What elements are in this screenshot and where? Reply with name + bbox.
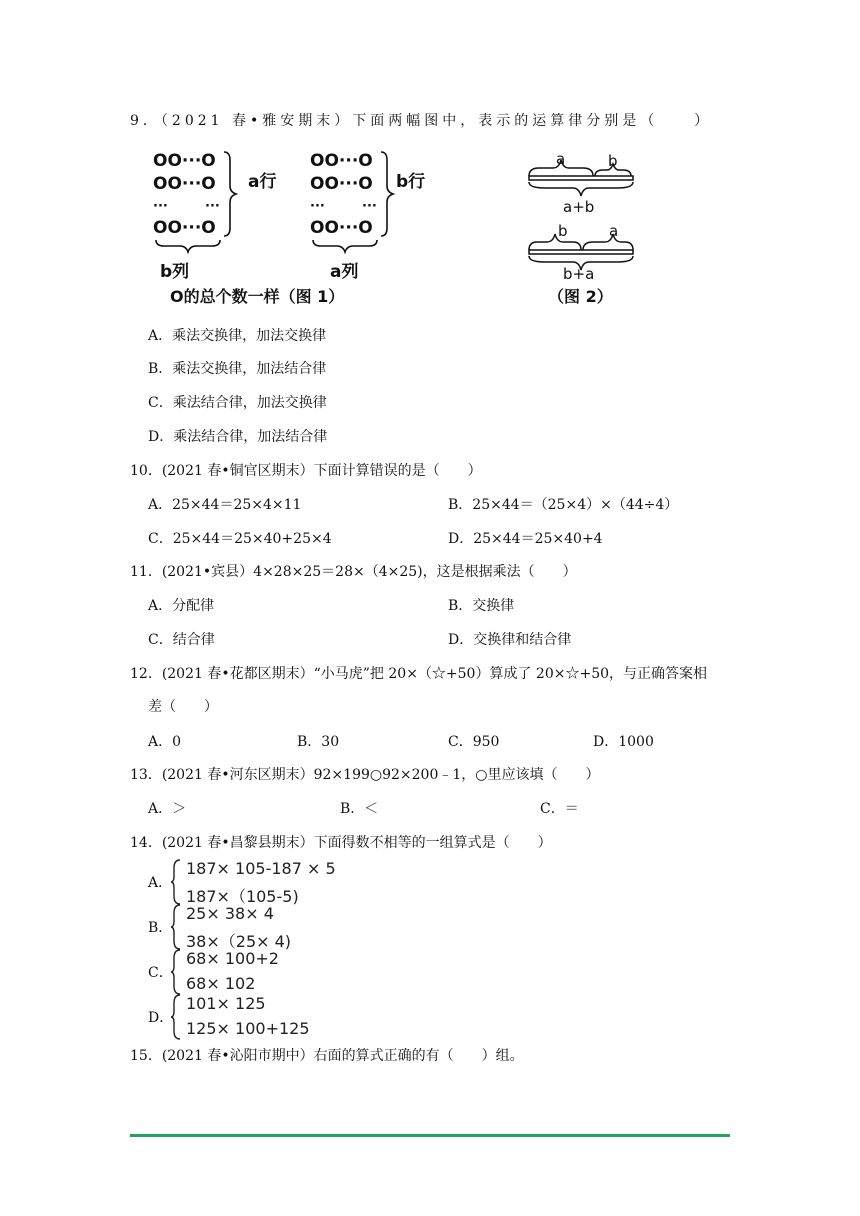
fig1-rows-label-a: a行 [248,172,277,192]
q11-option-a[interactable]: A．分配律 [148,598,215,614]
footer-divider [130,1134,730,1137]
q10-option-c[interactable]: C．25×44＝25×40+25×4 [148,531,332,547]
q10-option-d[interactable]: D．25×44＝25×40+4 [448,531,603,547]
svg-text:OO···O: OO···O [310,174,373,194]
q9-option-d[interactable]: D．乘法结合律，加法结合律 [148,429,328,445]
q11-option-d[interactable]: D．交换律和结合律 [448,632,572,648]
q14-c-expr-1: 68× 100+2 [186,949,279,968]
left-brace-icon [170,903,182,951]
q14-a-expr-1: 187× 105-187 × 5 [186,859,336,878]
svg-text:OO···O: OO···O [310,218,373,238]
q12-stem-cont: 差（ ） [148,699,218,715]
left-brace-icon [170,993,182,1041]
svg-text:···: ··· [310,199,325,214]
q14-option-d-label: D． [148,1010,174,1026]
q14-stem: 14．(2021 春•昌黎县期末）下面得数不相等的一组算式是（ ） [130,835,552,851]
figure-1 [150,148,410,308]
q9-option-a[interactable]: A．乘法交换律，加法交换律 [148,328,327,344]
q13-option-b[interactable]: B．＜ [340,801,379,817]
fig1-row-3: OO···O [153,218,216,238]
fig1-rows-label-b: b行 [396,172,426,192]
fig2-top-b: b [608,152,618,170]
q10-option-a[interactable]: A．25×44＝25×4×11 [148,497,302,513]
figure-1-drawing [150,148,410,308]
q10-stem: 10．(2021 春•铜官区期末）下面计算错误的是（ ） [130,463,482,479]
q10-option-b[interactable]: B．25×44＝（25×4）×（44÷4） [448,497,679,513]
q14-b-expr-1: 25× 38× 4 [186,904,274,923]
svg-text:···: ··· [153,199,168,214]
fig1-cols-label-b: b列 [160,262,190,282]
svg-text:···: ··· [362,199,377,214]
fig2-bot-a: a [609,222,619,240]
fig2-top-sum: a+b [563,198,595,216]
fig2-bot-sum: b+a [563,265,595,283]
q14-option-b-label: B． [148,920,173,936]
q14-d-expr-2: 125× 100+125 [186,1019,310,1038]
fig1-row-2: OO···O [153,174,216,194]
fig1-caption: O的总个数一样（图 1） [170,287,345,306]
q13-option-c[interactable]: C．＝ [540,801,579,817]
q14-option-a-label: A． [148,875,173,891]
q9-option-c[interactable]: C．乘法结合律，加法交换律 [148,395,327,411]
q14-option-c-label: C． [148,965,173,981]
q14-b-expr-2: 38×（25× 4) [186,932,292,951]
left-brace-icon [170,948,182,996]
q11-option-b[interactable]: B．交换律 [448,598,515,614]
fig1-row-1: OO···O [153,151,216,171]
fig1-cols-label-a: a列 [330,262,359,282]
q13-option-a[interactable]: A．＞ [148,801,187,817]
q14-c-expr-2: 68× 102 [186,974,256,993]
q12-option-c[interactable]: C．950 [448,734,500,750]
left-brace-icon [170,858,182,906]
q12-option-b[interactable]: B．30 [297,734,340,750]
fig2-bot-b: b [558,222,568,240]
svg-text:···: ··· [205,199,220,214]
q12-option-a[interactable]: A．0 [148,734,182,750]
q9-option-b[interactable]: B．乘法交换律，加法结合律 [148,361,327,377]
q9-stem: 9．（2021 春•雅安期末）下面两幅图中，表示的运算律分别是（ ） [130,113,713,129]
q15-stem: 15．(2021 春•沁阳市期中）右面的算式正确的有（ ）组。 [130,1048,524,1064]
q12-option-d[interactable]: D．1000 [593,734,654,750]
svg-text:OO···O: OO···O [310,151,373,171]
q11-option-c[interactable]: C．结合律 [148,632,215,648]
fig2-caption: （图 2） [548,287,613,306]
q14-a-expr-2: 187×（105-5) [186,887,299,906]
q11-stem: 11．(2021•宾县）4×28×25＝28×（4×25)，这是根据乘法（ ） [130,564,577,580]
q12-stem: 12．(2021 春•花都区期末）“小马虎”把 20×（☆+50）算成了 20×☆+50，与正确答案相 [130,666,708,682]
q14-d-expr-1: 101× 125 [186,994,266,1013]
q13-stem: 13．(2021 春•河东区期末）92×199○92×200﹣1，○里应该填（ ） [130,767,600,783]
fig2-top-a: a [556,150,566,168]
